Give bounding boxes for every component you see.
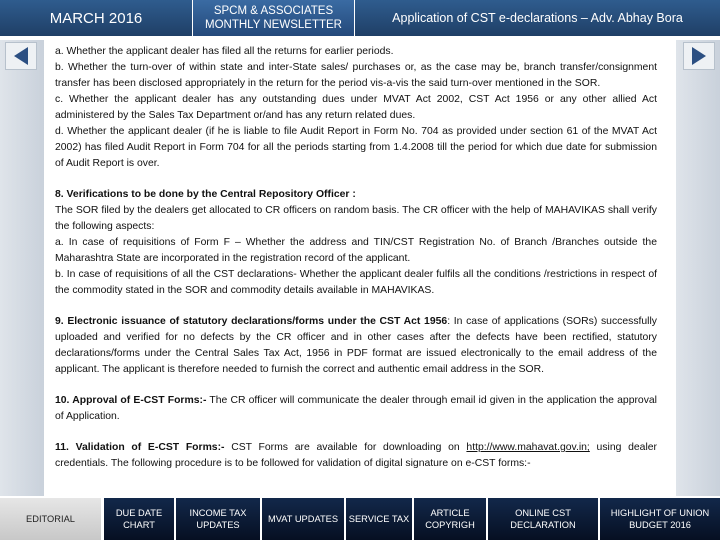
article-title-header <box>354 0 720 36</box>
footer-mvat-updates[interactable]: MVAT UPDATES <box>262 498 346 540</box>
section-10-heading: 10. Approval of E-CST Forms:- <box>55 395 207 406</box>
article-title: Application of CST e-declarations – Adv. Abhay Bora <box>392 11 683 25</box>
mahavat-link[interactable]: http://www.mahavat.gov.in; <box>466 442 590 453</box>
arrow-right-icon <box>692 47 706 65</box>
footer-service-tax[interactable]: SERVICE TAX <box>346 498 414 540</box>
left-sidebar <box>0 40 44 496</box>
section-8-text: The SOR filed by the dealers get allocated to CR officers on random basis. The CR officer with the help of MAHAVIKAS shall verify the following aspects: <box>55 205 657 232</box>
footer-income-tax-updates[interactable]: INCOME TAX UPDATES <box>176 498 262 540</box>
section-9-text: : In case of applications (SORs) successfully uploaded and verified for no defects by the CR officer and in other cases after the defects have been rectified, statutory declarations/forms under the Central Sales Tax Act, 1956 in PDF format are issued electronically to the email address of the applicant. The applicant is therefore needed to furnish the correct and authentic email address in the SOR. <box>55 316 657 375</box>
footer-due-date-chart[interactable]: DUE DATE CHART <box>104 498 176 540</box>
section-8-point-b: b. In case of requisitions of all the CST declarations- Whether the applicant dealer fulfils all the conditions /restrictions in respect of the commodity stated in the SOR and commodity details available in MAHAVIKAS. <box>55 269 657 296</box>
newsletter-label: MONTHLY NEWSLETTER <box>205 19 342 31</box>
section-11-heading: 11. Validation of E-CST Forms:- <box>55 442 225 453</box>
point-b: b. Whether the turn-over of within state and inter-State sales/ purchases or, as the case may be, branch transfer/consignment transfer has been disclosed appropriately in the return for the period vis-a-vis the said turn-over mentioned in the SOR. <box>55 62 657 89</box>
section-10-text: The CR officer will communicate the dealer through email id given in the application the approval of Application. <box>55 395 657 422</box>
firm-name: SPCM & ASSOCIATES <box>213 5 334 17</box>
footer-union-budget[interactable]: HIGHLIGHT OF UNION BUDGET 2016 <box>600 498 720 540</box>
right-sidebar <box>676 40 720 496</box>
section-10 <box>55 393 657 425</box>
section-9 <box>55 314 657 378</box>
footer-online-cst-declaration[interactable]: ONLINE CST DECLARATION <box>488 498 600 540</box>
section-8-heading: 8. Verifications to be done by the Central Repository Officer : <box>55 189 356 200</box>
month-header <box>0 0 192 36</box>
point-d: d. Whether the applicant dealer (if he is liable to file Audit Report in Form No. 704 as provided under section 61 of the MVAT Act 2002) has filed Audit Report in Form 704 for all the periods starting from 1.4.2008 till the period for which due date for submission of Audit Report is over. <box>55 126 657 169</box>
arrow-left-icon <box>14 47 28 65</box>
section-9-heading: 9. Electronic issuance of statutory declarations/forms under the CST Act 1956 <box>55 316 448 327</box>
section-11-text-pre: CST Forms are available for downloading on <box>224 442 467 453</box>
section-11-text-post: using dealer credentials. The following procedure is to be followed for validation of digital signature on e-CST forms:- <box>55 442 658 469</box>
point-c: c. Whether the applicant dealer has any outstanding dues under MVAT Act 2002, CST Act 1956 or any other allied Act administered by the Sales Tax Department or/and has any return related dues. <box>55 94 657 121</box>
point-a: a. Whether the applicant dealer has filed all the returns for earlier periods. <box>55 46 394 57</box>
section-11 <box>55 440 657 472</box>
firm-header <box>192 0 354 36</box>
next-page-button[interactable] <box>683 42 715 70</box>
footer-article-copyright[interactable]: ARTICLE COPYRIGH <box>414 498 488 540</box>
article-body <box>55 44 657 472</box>
month-label: MARCH 2016 <box>49 9 143 27</box>
section-8-point-a: a. In case of requisitions of Form F – Whether the address and TIN/CST Registration No. of Branch /Branches outside the Maharashtra State are incorporated in the registration record of the applicant. <box>55 237 657 264</box>
footer-nav <box>0 498 720 540</box>
footer-editorial[interactable]: EDITORIAL <box>0 498 104 540</box>
previous-page-button[interactable] <box>5 42 37 70</box>
